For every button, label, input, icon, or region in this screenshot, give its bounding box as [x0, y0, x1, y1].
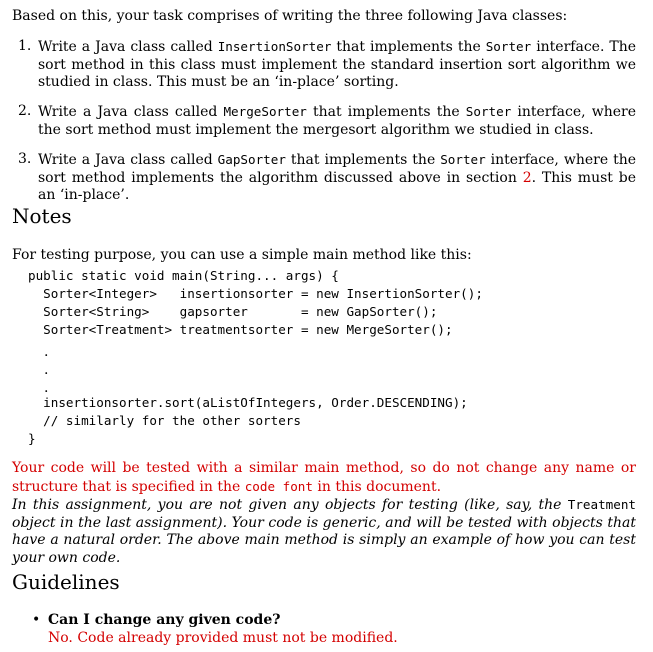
- class-name-code: InsertionSorter: [217, 39, 332, 54]
- guideline-item: [32, 612, 632, 647]
- code-line: public static void main(String... args) {: [28, 268, 339, 283]
- item-text: that implements the: [306, 104, 466, 120]
- warning-text: in this document.: [312, 478, 442, 495]
- intro-paragraph: Based on this, your task comprises of writing the three following Java classes:: [12, 8, 568, 24]
- italic-paragraph: [12, 496, 636, 567]
- guideline-answer: Code already provided must not be modified.: [72, 629, 398, 646]
- interface-name-code: Sorter: [465, 104, 512, 119]
- class-name-code: GapSorter: [217, 152, 286, 167]
- class-name-code: MergeSorter: [223, 104, 307, 119]
- list-number: 3.: [18, 151, 32, 167]
- code-dot: .: [44, 344, 49, 360]
- item-text: that implements the: [285, 152, 441, 168]
- code-line: Sorter<Integer> insertionsorter = new InsertionSorter();: [28, 286, 483, 301]
- list-item-1: [18, 38, 636, 92]
- item-text: that implements the: [331, 39, 486, 55]
- interface-name-code: Sorter: [440, 152, 486, 167]
- code-line: }: [28, 431, 36, 446]
- code-line: Sorter<Treatment> treatmentsorter = new MergeSorter();: [28, 322, 453, 337]
- code-line: insertionsorter.sort(aListOfIntegers, Order.DESCENDING);: [28, 395, 468, 410]
- list-number: 1.: [18, 38, 32, 54]
- section-reference-link[interactable]: 2: [522, 169, 532, 186]
- item-text: interface. The sort method in this class must implement the standard insertion sort algorithm we studied in class. This must be an ‘in-place’ sorting.: [38, 39, 637, 90]
- italic-text: In this assignment, you are not given any objects for testing (like, say, the: [12, 497, 568, 513]
- item-text: interface, where the sort method implements the algorithm discussed above in section: [38, 152, 636, 186]
- list-item-2: [18, 103, 636, 139]
- interface-name-code: Sorter: [485, 39, 532, 54]
- warning-text: Your code will be tested with a similar main method, so do not change any name or structure that is specified in the: [12, 460, 636, 495]
- warning-code: code font: [244, 478, 313, 494]
- testing-intro: For testing purpose, you can use a simple main method like this:: [12, 247, 472, 263]
- list-item-3: [18, 151, 636, 205]
- code-dot: .: [44, 380, 49, 396]
- code-ellipsis: [44, 343, 48, 397]
- guideline-question: Can I change any given code?: [48, 612, 281, 628]
- italic-code: Treatment: [567, 497, 636, 512]
- item-text: Write a Java class called: [38, 39, 218, 55]
- code-dot: .: [44, 362, 49, 378]
- warning-paragraph: [12, 460, 636, 496]
- item-text: Write a Java class called: [38, 104, 224, 120]
- notes-heading: Notes: [12, 204, 72, 228]
- item-text: . This must be an ‘in-place’.: [38, 169, 637, 203]
- item-text: interface, where the sort method must implement the mergesort algorithm we studied in class.: [38, 104, 636, 138]
- code-line: Sorter<String> gapsorter = new GapSorter();: [28, 304, 438, 319]
- italic-text: object in the last assignment). Your code is generic, and will be tested with objects that have a natural order. The above main method is simply an example of how you can test your own code.: [12, 514, 636, 566]
- code-block-top: [28, 267, 483, 339]
- guidelines-heading: Guidelines: [12, 570, 120, 594]
- bullet-icon: •: [32, 612, 41, 628]
- item-text: Write a Java class called: [38, 152, 218, 168]
- list-number: 2.: [18, 103, 32, 119]
- code-block-bottom: [28, 394, 468, 448]
- code-line: // similarly for the other sorters: [28, 413, 301, 428]
- guideline-answer-no: No.: [48, 629, 73, 646]
